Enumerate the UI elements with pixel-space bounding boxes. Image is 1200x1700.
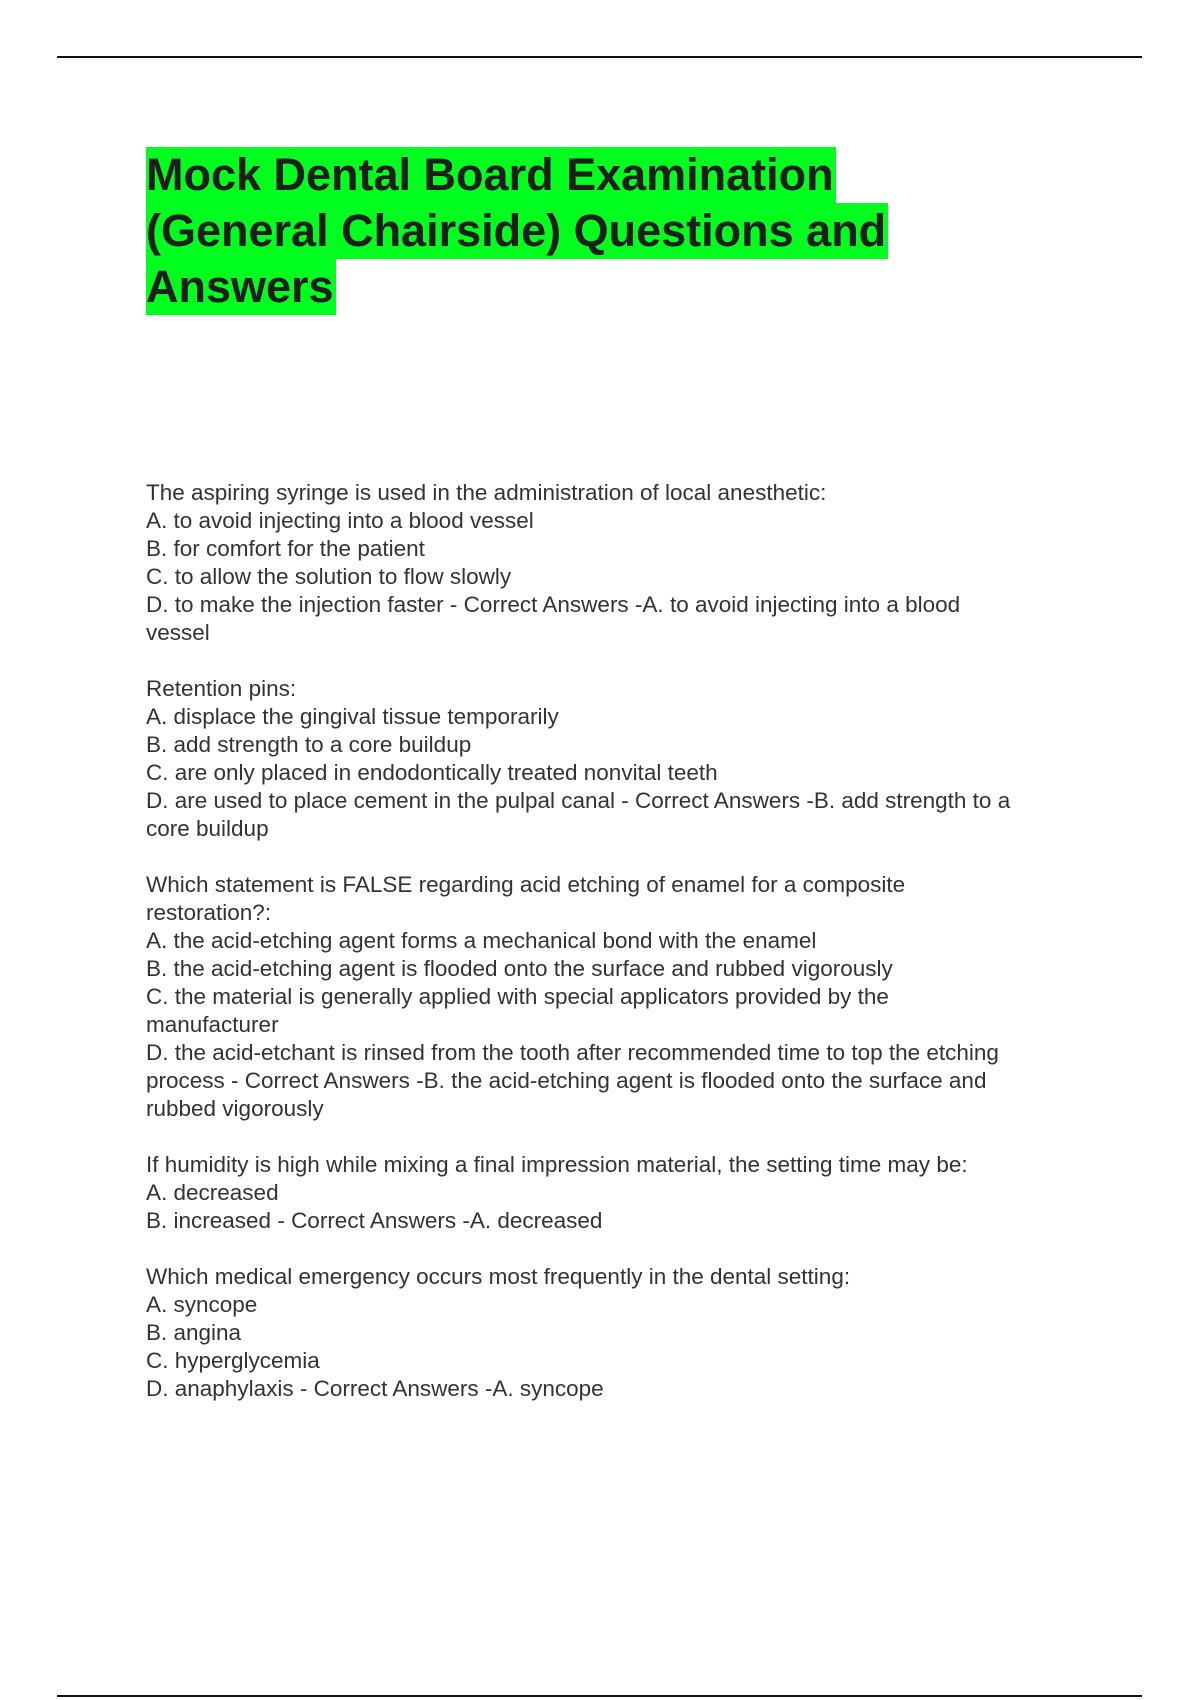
option-a: A. to avoid injecting into a blood vessel	[146, 508, 534, 533]
title-block	[146, 147, 1146, 315]
option-b: B. add strength to a core buildup	[146, 732, 472, 757]
document-title	[146, 147, 1146, 315]
title-line-2: (General Chairside) Questions and	[146, 203, 888, 259]
question-text: Which statement is FALSE regarding acid etching of enamel for a composite	[146, 872, 906, 897]
qa-item-4	[146, 1151, 1086, 1235]
qa-item-2	[146, 675, 1086, 843]
option-d: D. the acid-etchant is rinsed from the tooth after recommended time to top the etching	[146, 1040, 999, 1065]
question-text: Which medical emergency occurs most frequently in the dental setting:	[146, 1264, 851, 1289]
qa-item-5	[146, 1263, 1086, 1403]
option-d-answer: process - Correct Answers -B. the acid-etching agent is flooded onto the surface and	[146, 1068, 987, 1093]
option-a: A. displace the gingival tissue temporarily	[146, 704, 559, 729]
option-b: B. for comfort for the patient	[146, 536, 425, 561]
qa-list	[146, 479, 1086, 1431]
footer-rule	[57, 1695, 1142, 1697]
question-text: The aspiring syringe is used in the administration of local anesthetic:	[146, 480, 827, 505]
option-d-answer: D. to make the injection faster - Correct Answers -A. to avoid injecting into a blood	[146, 592, 961, 617]
option-c-continuation: manufacturer	[146, 1012, 279, 1037]
title-line-3: Answers	[146, 259, 336, 315]
option-c: C. hyperglycemia	[146, 1348, 320, 1373]
option-d-answer: D. anaphylaxis - Correct Answers -A. syncope	[146, 1376, 604, 1401]
option-a: A. syncope	[146, 1292, 258, 1317]
option-a: A. the acid-etching agent forms a mechanical bond with the enamel	[146, 928, 817, 953]
option-c: C. the material is generally applied with special applicators provided by the	[146, 984, 889, 1009]
qa-item-1	[146, 479, 1086, 647]
answer-continuation: core buildup	[146, 816, 269, 841]
option-b: B. angina	[146, 1320, 242, 1345]
question-text: If humidity is high while mixing a final impression material, the setting time may be:	[146, 1152, 968, 1177]
option-c: C. to allow the solution to flow slowly	[146, 564, 512, 589]
option-b-answer: B. increased - Correct Answers -A. decreased	[146, 1208, 603, 1233]
option-a: A. decreased	[146, 1180, 279, 1205]
qa-item-3	[146, 871, 1086, 1123]
option-c: C. are only placed in endodontically treated nonvital teeth	[146, 760, 718, 785]
answer-continuation: rubbed vigorously	[146, 1096, 324, 1121]
header-rule	[57, 56, 1142, 58]
question-text: Retention pins:	[146, 676, 297, 701]
question-continuation: restoration?:	[146, 900, 272, 925]
option-b: B. the acid-etching agent is flooded onto the surface and rubbed vigorously	[146, 956, 893, 981]
option-d-answer: D. are used to place cement in the pulpal canal - Correct Answers -B. add strength to a	[146, 788, 1011, 813]
title-line-1: Mock Dental Board Examination	[146, 147, 836, 203]
answer-continuation: vessel	[146, 620, 210, 645]
